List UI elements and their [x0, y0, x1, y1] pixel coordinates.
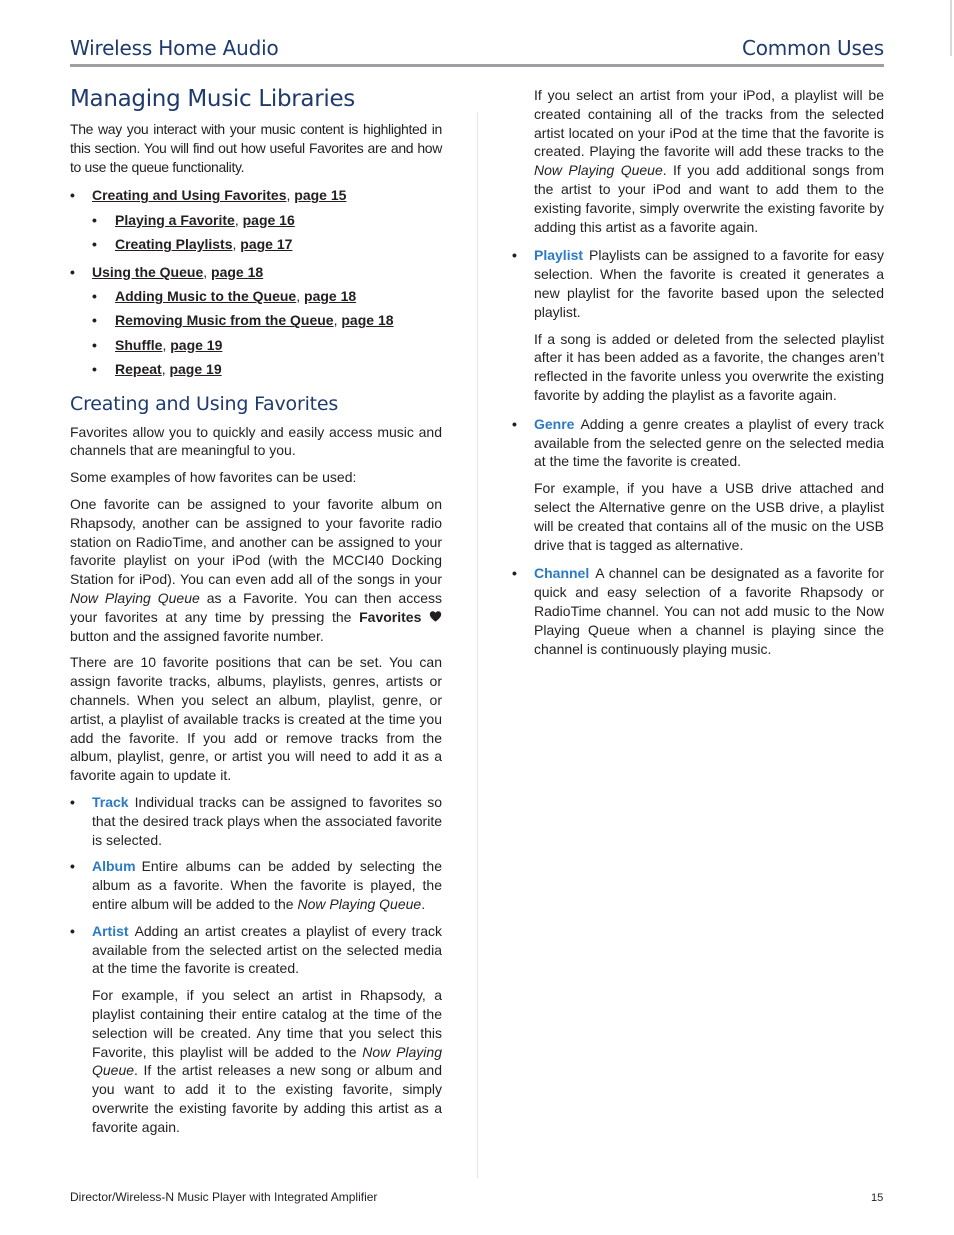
toc-link-creating-playlists[interactable]: Creating Playlists [115, 236, 233, 253]
favorites-paragraph-2: Some examples of how favorites can be used: [70, 469, 357, 486]
favorites-button-label: Favorites [359, 608, 422, 625]
toc-link-adding-music[interactable]: Adding Music to the Queue [115, 288, 297, 305]
toc-link-creating-favorites[interactable]: Creating and Using Favorites [92, 187, 287, 204]
album-term: Album [92, 858, 136, 875]
toc-item-removing-music: • Removing Music from the Queue, page 18 [70, 311, 442, 329]
genre-term: Genre [534, 415, 575, 432]
channel-text: A channel can be designated as a favorite for quick and easy selection of a favorite Rhapsody or RadioTime channel. You can not add music to the Now Playing Queue when a channel is playing since the channel is continuously playing music. [534, 565, 884, 657]
album-text-a: Entire albums can be added by selecting the album as a favorite. When the favorite is played, the entire album will be added to the [92, 858, 442, 912]
artist-sub-text-b: . If the artist releases a new song or album and you want to add it to the existing favorite, simply overwrite the existing favorite by adding this artist as a favorite again. [92, 1062, 442, 1135]
toc-page-link[interactable]: page 18 [341, 312, 394, 329]
p3-text-a: One favorite can be assigned to your favorite album on Rhapsody, another can be assigned to your favorite radio station on RadioTime, and another can be assigned to your favorite playlist on your iPod (with the MCCI40 Docking Station for iPod). You can even add all of the songs in your [70, 496, 442, 588]
genre-example: For example, if you have a USB drive attached and select the Alternative genre on the USB drive, a playlist will be created that contains all of the music on the USB drive that is tagged as alternative. [534, 480, 884, 553]
p3-text-b: as a Favorite. You can then access your favorites at any time by pressing the [70, 590, 442, 625]
album-text-b: . [421, 895, 426, 912]
playlist-term: Playlist [534, 247, 584, 264]
contents-list [70, 186, 442, 378]
footer-product-name: Director/Wireless-N Music Player with Integrated Amplifier [70, 1190, 378, 1204]
toc-page-link[interactable]: page 15 [294, 187, 347, 204]
favorites-paragraph-3 [70, 495, 442, 645]
favorites-paragraph-4: There are 10 favorite positions that can be set. You can assign favorite tracks, albums, playlists, genres, artists or channels. When you select an album, playlist, genre, or artist, a playlist of available tracks is created at the time you add the favorite. If you add or remove tracks from the album, playlist, genre, or artist you will need to add it as a favorite again to update it. [70, 654, 442, 784]
toc-link-playing-favorite[interactable]: Playing a Favorite [115, 211, 235, 228]
toc-link-shuffle[interactable]: Shuffle [115, 336, 163, 353]
toc-page-link[interactable]: page 17 [240, 236, 293, 253]
toc-item-creating-playlists: • Creating Playlists, page 17 [70, 235, 442, 253]
ipod-artist-paragraph [534, 86, 884, 236]
playlist-item [512, 246, 884, 321]
column-divider [477, 112, 478, 1178]
toc-page-link[interactable]: page 16 [242, 211, 295, 228]
heart-icon [429, 610, 442, 623]
artist-text: Adding an artist creates a playlist of every track available from the selected artist on the selected media at the time the favorite is created. [92, 922, 442, 977]
genre-item [512, 415, 884, 471]
header-section: Common Uses [741, 36, 884, 60]
track-text: Individual tracks can be assigned to favorites so that the desired track plays when the associated favorite is selected. [92, 793, 442, 848]
page-edge-mark [950, 0, 952, 56]
toc-item-playing-favorite: • Playing a Favorite, page 16 [70, 211, 442, 229]
header-title: Wireless Home Audio [70, 36, 279, 60]
toc-link-removing-music[interactable]: Removing Music from the Queue [115, 312, 334, 329]
artist-term: Artist [92, 922, 129, 939]
channel-term: Channel [534, 565, 590, 582]
toc-item-using-queue: • Using the Queue, page 18 [70, 263, 442, 281]
toc-item-shuffle: • Shuffle, page 19 [70, 336, 442, 354]
intro-paragraph: The way you interact with your music content is highlighted in this section. You will find out how useful Favorites are and how to use the queue functionality. [70, 121, 442, 175]
header-rule [70, 64, 884, 67]
toc-page-link[interactable]: page 18 [304, 288, 357, 305]
ipod-emphasis: Now Playing Queue [534, 162, 663, 179]
right-column [534, 86, 884, 666]
left-column [70, 84, 442, 1145]
toc-page-link[interactable]: page 18 [211, 263, 264, 280]
genre-text: Adding a genre creates a playlist of every track available from the selected genre on the selected media at the time the favorite is created. [534, 415, 884, 470]
p3-emphasis: Now Playing Queue [70, 590, 200, 607]
toc-page-link[interactable]: page 19 [169, 361, 222, 378]
ipod-text-a: If you select an artist from your iPod, a playlist will be created containing all of the tracks from the selected artist located on your iPod at the time that the favorite is created. Playing the favorite will add these tracks to the [534, 87, 884, 160]
playlist-note: If a song is added or deleted from the selected playlist after it has been added as a favorite, the changes aren’t reflected in the favorite unless you overwrite the existing favorite by adding the playlist as a favorite again. [534, 330, 884, 403]
page-title: Managing Music Libraries [70, 86, 355, 112]
playlist-text: Playlists can be assigned to a favorite for easy selection. When the favorite is created it generates a new playlist for the favorite based upon the selected playlist. [534, 247, 884, 320]
p3-text-c: button and the assigned favorite number. [70, 627, 324, 644]
page-number: 15 [871, 1192, 884, 1204]
toc-link-repeat[interactable]: Repeat [115, 361, 162, 378]
artist-example [70, 986, 442, 1136]
channel-item [512, 564, 884, 658]
section-title: Creating and Using Favorites [70, 392, 339, 415]
artist-sub-emphasis: Now Playing Queue [92, 1043, 442, 1079]
favorites-paragraph-1: Favorites allow you to quickly and easily access music and channels that are meaningful to you. [70, 423, 442, 459]
album-item [70, 857, 442, 913]
track-item [70, 793, 442, 849]
toc-item-repeat: • Repeat, page 19 [70, 360, 442, 378]
toc-link-using-queue[interactable]: Using the Queue [92, 263, 204, 280]
artist-item [70, 922, 442, 978]
track-term: Track [92, 793, 129, 810]
album-emphasis: Now Playing Queue [297, 895, 422, 912]
toc-item-adding-music: • Adding Music to the Queue, page 18 [70, 287, 442, 305]
ipod-text-b: . If you add additional songs from the artist to your iPod and want to add them to the existing favorite, simply overwrite the existing favorite by adding this artist as a favorite again. [534, 162, 884, 235]
artist-sub-text-a: For example, if you select an artist in Rhapsody, a playlist containing their entire catalog at the time of the selection will be created. Any time that you select this Favorite, this playlist will be added to the [92, 987, 442, 1060]
toc-page-link[interactable]: page 19 [170, 336, 223, 353]
toc-item-creating-favorites: • Creating and Using Favorites, page 15 [70, 186, 442, 204]
